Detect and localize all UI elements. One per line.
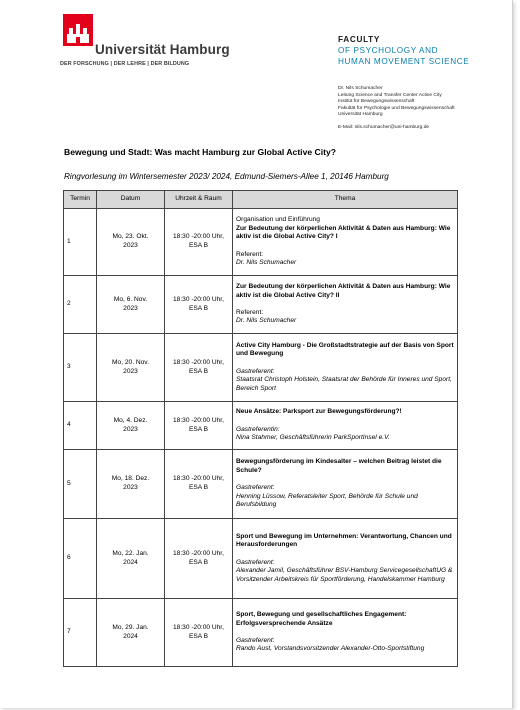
date-year: 2023: [123, 425, 138, 433]
termin-cell: 6: [64, 519, 97, 599]
time-text: 18:30 -20:00 Uhr,: [173, 233, 224, 241]
termin-cell: 3: [64, 334, 97, 402]
referent-name: Henning Lüssow, Referatsleiter Sport, Behörde für Schule und Berufsbildung: [236, 492, 418, 509]
date-cell: [97, 519, 165, 599]
column-header-datum: Datum: [97, 191, 165, 209]
date-year: 2023: [123, 304, 138, 312]
faculty-block: [338, 34, 469, 67]
termin-cell: 5: [64, 450, 97, 519]
table-row: [64, 276, 458, 334]
termin-cell: 1: [64, 209, 97, 276]
room-text: ESA B: [188, 632, 209, 640]
topic-intro: Organisation und Einführung: [236, 216, 320, 224]
time-cell: [165, 599, 233, 667]
time-cell: [165, 334, 233, 402]
referent-name: Staatsrat Christoph Holstein, Staatsrat der Behörde für Inneres und Sport, Bereich Sport: [236, 376, 452, 392]
table-row: [64, 209, 458, 276]
room-text: ESA B: [188, 304, 209, 312]
termin-cell: 2: [64, 276, 97, 334]
topic-cell: [233, 599, 458, 667]
date-year: 2024: [123, 632, 138, 640]
room-text: ESA B: [188, 484, 209, 491]
referent-label: Gastreferent:: [236, 367, 275, 375]
schedule-table: [63, 190, 458, 667]
date-day: Mo, 22. Jan.: [112, 549, 149, 557]
date-day: Mo, 23. Okt.: [112, 233, 149, 241]
topic-title: Zur Bedeutung der körperlichen Aktivität & Daten aus Hamburg: Wie aktiv ist die Global Active City? I: [236, 224, 451, 241]
date-year: 2023: [123, 242, 138, 249]
referent-label: Gastreferentin:: [236, 425, 280, 433]
table-row: [64, 519, 458, 599]
contact-line: Institut für Bewegungswissenschaft: [338, 99, 415, 105]
column-header-termin: Termin: [64, 191, 97, 209]
university-tagline: DER FORSCHUNG | DER LEHRE | DER BILDUNG: [60, 61, 190, 67]
uhh-logo-mark: [63, 14, 93, 46]
contact-line: Universität Hamburg: [338, 112, 383, 118]
time-text: 18:30 -20:00 Uhr,: [173, 623, 224, 631]
document-title: Bewegung und Stadt: Was macht Hamburg zur Global Active City?: [64, 147, 336, 157]
contact-block: [338, 86, 455, 132]
table-row: [64, 450, 458, 519]
table-row: [64, 334, 458, 402]
date-day: Mo, 18. Dez.: [111, 475, 150, 483]
date-cell: [97, 209, 165, 276]
time-cell: [165, 209, 233, 276]
date-day: Mo, 20. Nov.: [112, 358, 149, 366]
room-text: ESA B: [188, 425, 209, 433]
topic-title: Sport und Bewegung im Unternehmen: Verantwortung, Chancen und Herausforderungen: [236, 532, 452, 549]
room-text: ESA B: [188, 367, 209, 375]
referent-label: Referent:: [236, 250, 264, 258]
contact-line: Leitung Science and Transfer Center Active City: [338, 92, 442, 98]
date-cell: [97, 402, 165, 450]
date-cell: [97, 334, 165, 402]
contact-line: Dr. Nils Schumacher: [338, 86, 383, 91]
topic-cell: [233, 209, 458, 276]
referent-label: Gastreferent:: [236, 636, 275, 644]
table-row: [64, 402, 458, 450]
document-subtitle: Ringvorlesung im Wintersemester 2023/ 2024, Edmund-Siemers-Allee 1, 20146 Hamburg: [64, 172, 389, 181]
referent-name: Rando Aust, Vorstandsvorsitzender Alexander-Otto-Sportstiftung: [236, 645, 425, 653]
referent-label: Gastreferent:: [236, 484, 275, 491]
room-text: ESA B: [188, 558, 209, 566]
topic-title: Sport, Bewegung und gesellschaftliches Engagement: Erfolgsversprechende Ansätze: [236, 611, 407, 627]
referent-label: Referent:: [236, 308, 264, 316]
termin-cell: 4: [64, 402, 97, 450]
time-cell: [165, 402, 233, 450]
column-header-uhrzeit: Uhrzeit & Raum: [165, 191, 233, 209]
topic-title: Active City Hamburg - Die Großstadtstrategie auf der Basis von Sport und Bewegung: [236, 341, 454, 358]
time-cell: [165, 450, 233, 519]
table-row: [64, 599, 458, 667]
time-cell: [165, 519, 233, 599]
time-text: 18:30 -20:00 Uhr,: [173, 416, 224, 424]
topic-title: Neue Ansätze: Parksport zur Bewegungsförderung?!: [236, 408, 402, 416]
referent-name: Alexander Jamil, Geschäftsführer BSV-Hamburg ServicegesellschaftUG & Vorsitzender Arbeitskreis für Sportförderung, Handelskammer Hamburg: [236, 567, 453, 583]
topic-title: Zur Bedeutung der körperlichen Aktivität & Daten aus Hamburg: Wie aktiv ist die Global Active City? II: [236, 283, 451, 299]
date-cell: [97, 599, 165, 667]
time-text: 18:30 -20:00 Uhr,: [173, 295, 224, 303]
referent-name: Nina Stahmer, Geschäftsführerin ParkSportInsel e.V.: [236, 434, 390, 442]
topic-cell: [233, 402, 458, 450]
faculty-line-3: HUMAN MOVEMENT SCIENCE: [338, 57, 470, 66]
referent-label: Gastreferent:: [236, 558, 275, 566]
date-cell: [97, 276, 165, 334]
topic-cell: [233, 334, 458, 402]
date-day: Mo, 29. Jan.: [112, 623, 149, 631]
date-day: Mo, 4. Dez.: [113, 416, 148, 424]
date-year: 2024: [123, 558, 138, 566]
date-year: 2023: [123, 367, 138, 375]
referent-name: Dr. Nils Schumacher: [236, 317, 297, 325]
column-header-thema: Thema: [233, 191, 458, 209]
university-name: Universität Hamburg: [95, 42, 230, 57]
topic-cell: [233, 519, 458, 599]
topic-cell: [233, 450, 458, 519]
time-text: 18:30 -20:00 Uhr,: [173, 475, 224, 483]
table-header-row: [64, 191, 458, 209]
date-day: Mo, 6. Nov.: [113, 295, 148, 303]
time-text: 18:30 -20:00 Uhr,: [173, 358, 224, 366]
contact-email: E-Mail: nils.schumacher@uni-hamburg.de: [338, 124, 430, 130]
topic-cell: [233, 276, 458, 334]
time-text: 18:30 -20:00 Uhr,: [173, 549, 224, 557]
date-cell: [97, 450, 165, 519]
faculty-line-1: FACULTY: [338, 35, 381, 44]
termin-cell: 7: [64, 599, 97, 667]
topic-title: Bewegungsförderung im Kindesalter – welchen Beitrag leistet die Schule?: [236, 458, 442, 474]
time-cell: [165, 276, 233, 334]
date-year: 2023: [123, 484, 138, 491]
room-text: ESA B: [188, 242, 209, 249]
contact-line: Fakultät für Psychologie und Bewegungswissenschaft: [338, 105, 455, 111]
faculty-line-2: OF PSYCHOLOGY AND: [338, 46, 439, 55]
referent-name: Dr. Nils Schumacher: [236, 259, 297, 267]
